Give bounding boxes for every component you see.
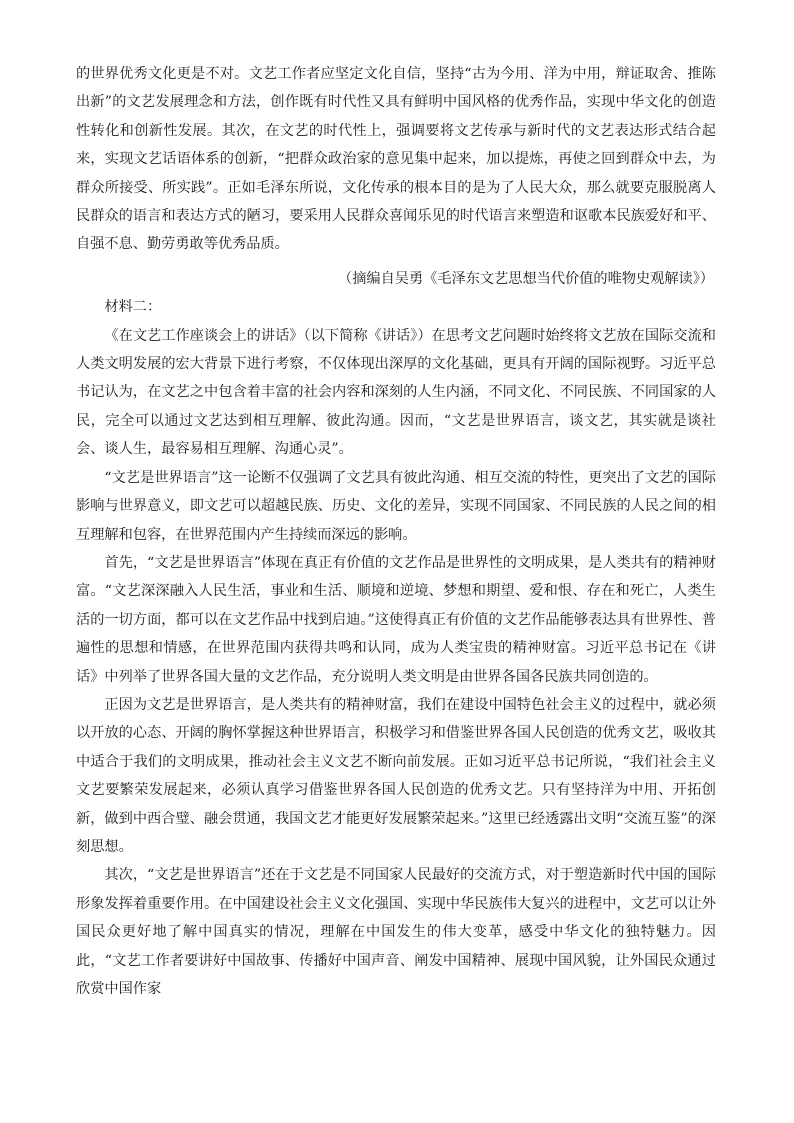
document-body [76,60,716,1003]
material-two-paragraph: 首先，“文艺是世界语言”体现在真正有价值的文艺作品是世界性的文明成果，是人类共有的精神财富。“文艺深深融入人民生活，事业和生活、顺境和逆境、梦想和期望、爱和恨、存在和死亡，人类生活的一切方面，都可以在文艺作品中找到启迪。”这使得真正有价值的文艺作品能够表达具有世界性、普遍性的思想和情感，在世界范围内获得共鸣和认同，成为人类宝贵的精神财富。习近平总书记在《讲话》中列举了世界各国大量的文艺作品，充分说明人类文明是由世界各国各民族共同创造的。 [76,554,716,685]
material-two-paragraph: 正因为文艺是世界语言，是人类共有的精神财富，我们在建设中国特色社会主义的过程中，就必须以开放的心态、开阔的胸怀掌握这种世界语言，积极学习和借鉴世界各国人民创造的优秀文艺，吸收其中适合于我们的文明成果，推动社会主义文艺不断向前发展。正如习近平总书记所说，“我们社会主义文艺要繁荣发展起来，必须认真学习借鉴世界各国人民创造的优秀文艺。只有坚持洋为中用、开拓创新，做到中西合璧、融会贯通，我国文艺才能更好发展繁荣起来。”这里已经透露出文明“交流互鉴”的深刻思想。 [76,696,716,855]
material-two-paragraph: “文艺是世界语言”这一论断不仅强调了文艺具有彼此沟通、相互交流的特性，更突出了文艺的国际影响与世界意义，即文艺可以超越民族、历史、文化的差异，实现不同国家、不同民族的人民之间的相互理解和包容，在世界范围内产生持续而深远的影响。 [76,469,716,543]
material-one-closing-paragraph: 的世界优秀文化更是不对。文艺工作者应坚定文化自信，坚持“古为今用、洋为中用，辩证取舍、推陈出新”的文艺发展理念和方法，创作既有时代性又具有鲜明中国风格的优秀作品，实现中华文化的创造性转化和创新性发展。其次，在文艺的时代性上，强调要将文艺传承与新时代的文艺表达形式结合起来，实现文艺话语体系的创新，“把群众政治家的意见集中起来，加以提炼，再使之回到群众中去，为群众所接受、所实践”。正如毛泽东所说，文化传承的根本目的是为了人民大众，那么就要克服脱离人民群众的语言和表达方式的陋习，要采用人民群众喜闻乐见的时代语言来塑造和讴歌本民族爱好和平、自强不息、勤劳勇敢等优秀品质。 [76,66,716,253]
material-two-heading: 材料二： [104,299,162,316]
material-two-paragraph: 《在文艺工作座谈会上的讲话》（以下简称《讲话》）在思考文艺问题时始终将文艺放在国际交流和人类文明发展的宏大背景下进行考察，不仅体现出深厚的文化基础，更具有开阔的国际视野。习近平总书记认为，在文艺之中包含着丰富的社会内容和深刻的人生内涵，不同文化、不同民族、不同国家的人民，完全可以通过文艺达到相互理解、彼此沟通。因而，“文艺是世界语言，谈文艺，其实就是谈社会、谈人生，最容易相互理解、沟通心灵”。 [76,327,716,458]
material-two-paragraph: 其次，“文艺是世界语言”还在于文艺是不同国家人民最好的交流方式，对于塑造新时代中国的国际形象发挥着重要作用。在中国建设社会主义文化强国、实现中华民族伟大复兴的进程中，文艺可以让外国民众更好地了解中国真实的情况，理解在中国发生的伟大变革，感受中华文化的独特魅力。因此，“文艺工作者要讲好中国故事、传播好中国声音、阐发中国精神、展现中国风貌，让外国民众通过欣赏中国作家 [76,867,716,997]
material-one-source-citation: （摘编自吴勇《毛泽东文艺思想当代价值的唯物史观解读》） [338,270,714,287]
